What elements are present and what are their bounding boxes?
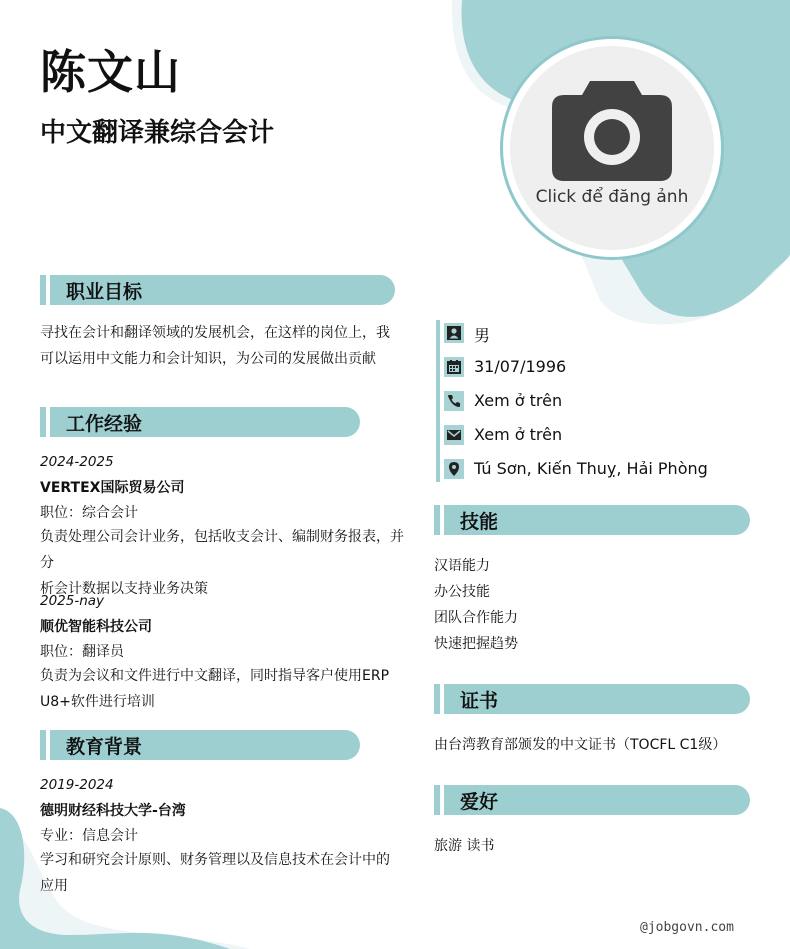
- section-header-experience: [40, 407, 360, 437]
- skill-item: 快速把握趋势: [434, 636, 518, 652]
- experience-description: [40, 663, 410, 715]
- section-title: 证书: [460, 690, 499, 712]
- skill-item: 办公技能: [434, 584, 490, 600]
- text-line: 负责处理公司会计业务，包括收支会计、编制财务报表，并分: [40, 529, 404, 571]
- education-school: 德明财经科技大学-台湾: [40, 803, 186, 819]
- education-period: 2019-2024: [40, 777, 114, 793]
- contact-address: Tú Sơn, Kiến Thuỵ, Hải Phòng: [474, 459, 708, 478]
- skill-item: 团队合作能力: [434, 610, 518, 626]
- email-icon: [444, 425, 464, 445]
- section-title: 爱好: [460, 791, 499, 813]
- section-title: 技能: [460, 511, 499, 533]
- contact-phone: Xem ở trên: [474, 391, 563, 410]
- section-header-education: [40, 730, 360, 760]
- section-header-hobbies: [434, 785, 750, 815]
- camera-icon: [552, 77, 672, 181]
- contact-email: Xem ở trên: [474, 425, 563, 444]
- section-header-skills: [434, 505, 750, 535]
- section-title: 教育背景: [66, 736, 143, 758]
- section-title: 职业目标: [66, 281, 143, 303]
- text-line: 负责为会议和文件进行中文翻译，同时指导客户使用ERP: [40, 668, 390, 684]
- text-line: U8+软件进行培训: [40, 694, 155, 710]
- skill-item: 汉语能力: [434, 558, 490, 574]
- objective-text: [40, 320, 400, 372]
- calendar-icon: [444, 357, 464, 377]
- education-major: 专业：信息会计: [40, 828, 138, 844]
- text-line: 析会计数据以支持业务决策: [40, 581, 208, 597]
- contact-divider: [436, 320, 440, 482]
- contact-gender: 男: [474, 326, 491, 345]
- section-header-certificates: [434, 684, 750, 714]
- text-line: 应用: [40, 878, 68, 894]
- location-icon: [444, 459, 464, 479]
- experience-period: 2024-2025: [40, 454, 114, 470]
- experience-description: [40, 524, 410, 602]
- experience-company: VERTEX国际贸易公司: [40, 480, 185, 496]
- experience-position: 职位：综合会计: [40, 505, 138, 521]
- contact-birthdate: 31/07/1996: [474, 357, 567, 376]
- experience-position: 职位：翻译员: [40, 644, 124, 660]
- text-line: 可以运用中文能力和会计知识，为公司的发展做出贡献: [40, 351, 376, 367]
- section-header-objective: [40, 275, 395, 305]
- hobbies-text: 旅游 读书: [434, 838, 495, 854]
- section-title: 工作经验: [66, 413, 143, 435]
- experience-company: 顺优智能科技公司: [40, 619, 152, 635]
- job-title: 中文翻译兼综合会计: [40, 118, 275, 148]
- photo-caption[interactable]: Click để đăng ảnh: [535, 187, 689, 207]
- phone-icon: [444, 391, 464, 411]
- education-description: [40, 847, 410, 899]
- person-icon: [444, 323, 464, 343]
- candidate-name: 陈文山: [40, 45, 181, 99]
- certificate-text: 由台湾教育部颁发的中文证书（TOCFL C1级）: [434, 737, 727, 753]
- experience-period: 2025-nay: [40, 593, 105, 609]
- watermark: @jobgovn.com: [640, 920, 734, 935]
- text-line: 学习和研究会计原则、财务管理以及信息技术在会计中的: [40, 852, 390, 868]
- text-line: 寻找在会计和翻译领域的发展机会，在这样的岗位上，我: [40, 325, 390, 341]
